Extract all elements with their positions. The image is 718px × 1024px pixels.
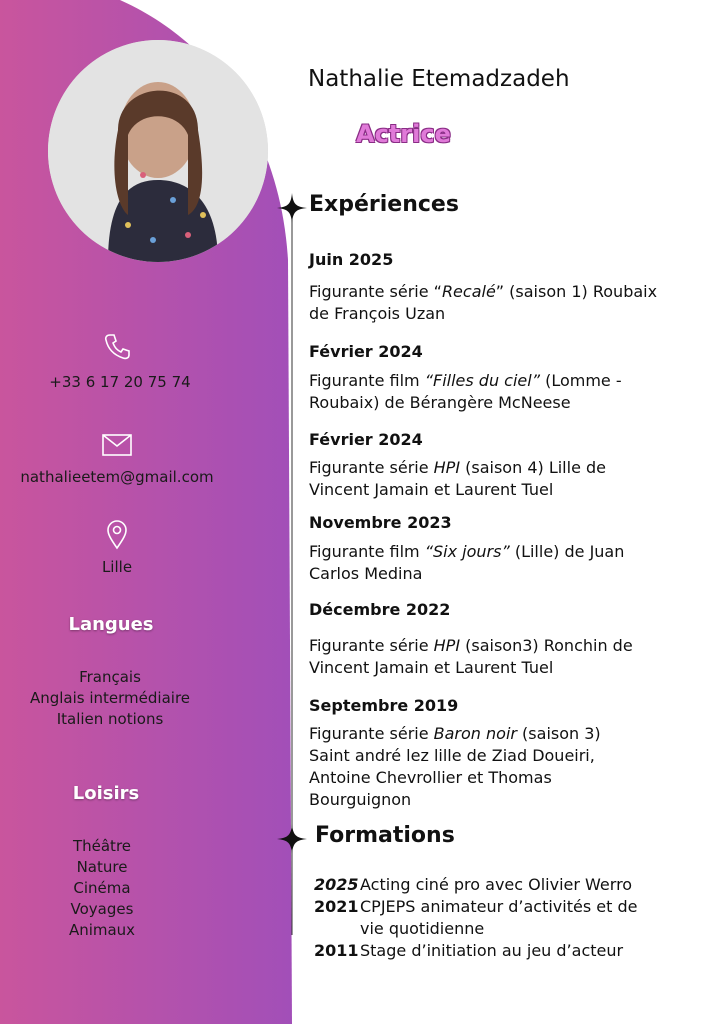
formation-item — [314, 940, 654, 962]
experience-date: Juin 2025 — [309, 250, 394, 269]
experience-description: Figurante série Baron noir (saison 3) Saint andré lez lille de Ziad Doueiri, Antoine Chevrollier et Thomas Bourguignon — [309, 724, 601, 809]
formation-text: Acting ciné pro avec Olivier Werro — [360, 875, 633, 894]
experience-description: Figurante série “Recalé” (saison 1) Roubaix de François Uzan — [309, 282, 658, 323]
hobby-item: Cinéma — [73, 879, 131, 897]
languages-list — [20, 667, 200, 730]
experience-date: Février 2024 — [309, 342, 423, 361]
hobby-item: Voyages — [70, 900, 134, 918]
languages-title: Langues — [68, 614, 154, 635]
formation-item — [314, 896, 654, 940]
email-address: nathalieetem@gmail.com — [20, 468, 214, 486]
experience-date: Septembre 2019 — [309, 696, 459, 715]
job-title: Actrice — [356, 120, 451, 148]
city: Lille — [101, 558, 133, 576]
experience-description: Figurante série HPI (saison 4) Lille de Vincent Jamain et Laurent Tuel — [309, 458, 606, 499]
formation-year: 2011 — [314, 941, 359, 960]
formations-list — [314, 874, 654, 962]
experience-date: Décembre 2022 — [309, 600, 451, 619]
profile-photo — [48, 40, 268, 262]
experience-description: Figurante film “Six jours” (Lille) de Juan Carlos Medina — [309, 542, 625, 583]
experiences-title: Expériences — [309, 192, 459, 217]
experience-date: Février 2024 — [309, 430, 423, 449]
formation-year: 2025 — [314, 875, 359, 894]
language-item: Italien notions — [56, 710, 164, 728]
hobby-item: Animaux — [68, 921, 136, 939]
formations-title: Formations — [315, 823, 455, 848]
language-item: Anglais intermédiaire — [29, 689, 191, 707]
sparkle-star-icon — [277, 193, 307, 223]
map-pin-icon — [106, 520, 128, 550]
envelope-icon — [102, 434, 132, 456]
formation-year: 2021 — [314, 897, 359, 916]
person-name: Nathalie Etemadzadeh — [308, 66, 570, 92]
formation-item — [314, 874, 654, 896]
hobby-item: Théâtre — [72, 837, 132, 855]
sparkle-star-icon — [277, 824, 307, 854]
hobbies-title: Loisirs — [72, 783, 140, 804]
hobby-item: Nature — [76, 858, 128, 876]
experience-description: Figurante série HPI (saison3) Ronchin de Vincent Jamain et Laurent Tuel — [309, 636, 633, 677]
formation-text: CPJEPS animateur d’activités et de vie quotidienne — [360, 897, 638, 938]
experience-date: Novembre 2023 — [309, 513, 452, 532]
experience-description: Figurante film “Filles du ciel” (Lomme - Roubaix) de Bérangère McNeese — [309, 371, 622, 412]
hobbies-list — [12, 836, 192, 941]
language-item: Français — [79, 668, 141, 686]
formation-text: Stage d’initiation au jeu d’acteur — [360, 941, 624, 960]
phone-icon — [102, 332, 132, 362]
phone-number: +33 6 17 20 75 74 — [49, 373, 191, 391]
